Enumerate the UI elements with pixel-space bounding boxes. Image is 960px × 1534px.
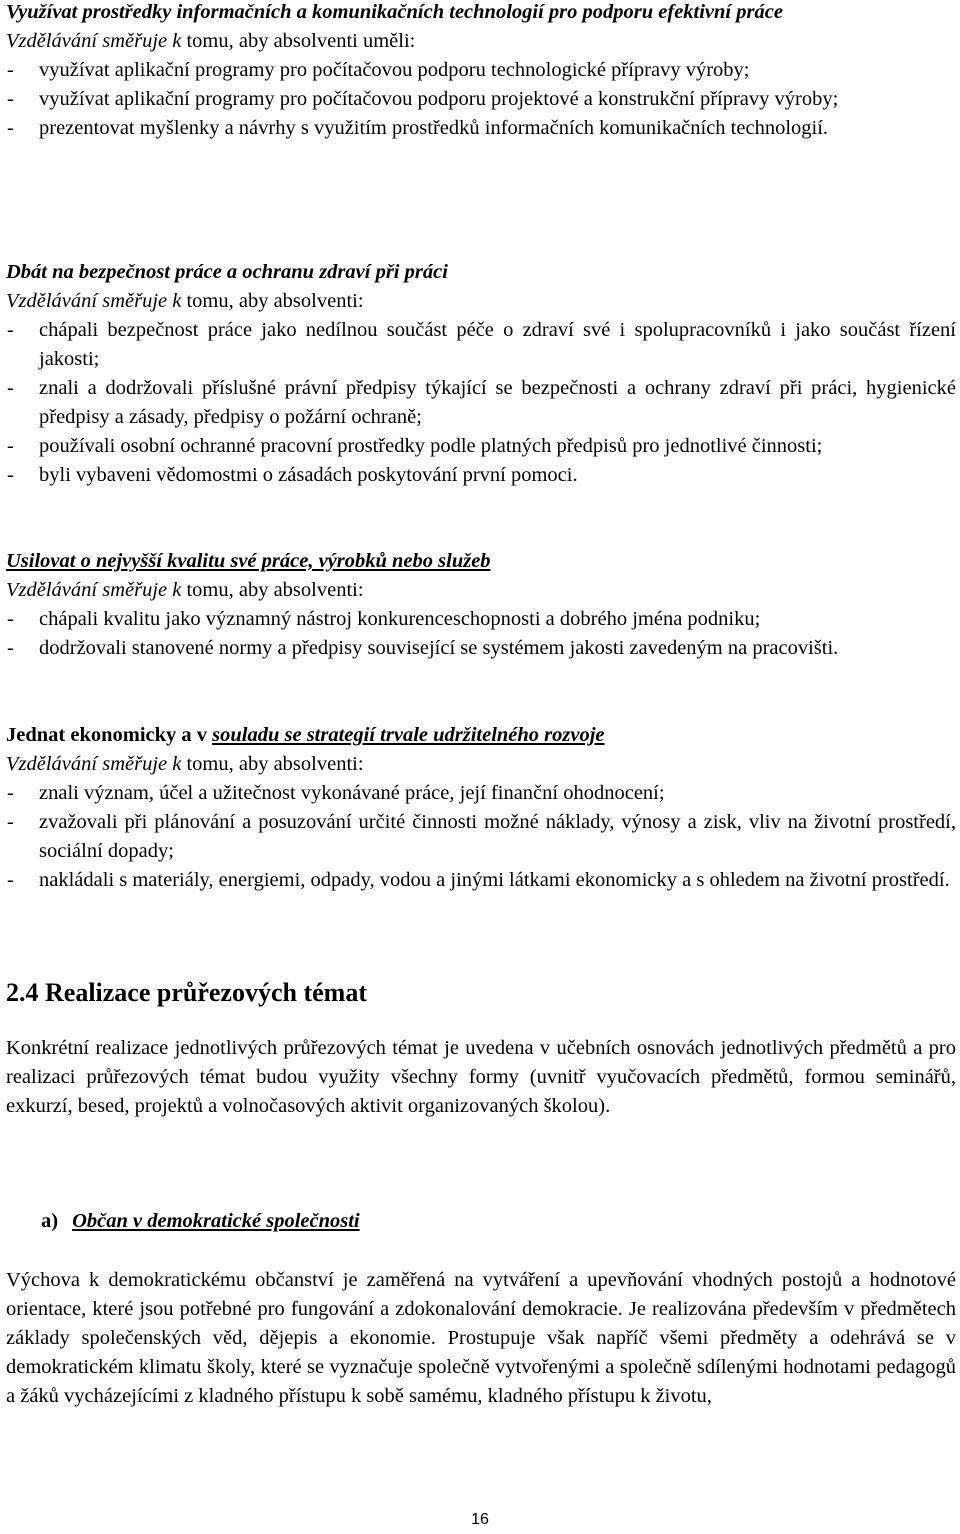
- list-item: - znali význam, účel a užitečnost vykonávané práce, její finanční ohodnocení;: [6, 779, 956, 808]
- competency-heading: Dbát na bezpečnost práce a ochranu zdraví při práci: [6, 261, 448, 283]
- subsection-letter: a): [41, 1210, 59, 1232]
- competency-intro: [6, 576, 956, 605]
- competency-list: [6, 56, 956, 143]
- competency-safety: [6, 258, 956, 490]
- list-item: - používali osobní ochranné pracovní prostředky podle platných předpisů pro jednotlivé činnosti;: [6, 432, 956, 461]
- list-item: - byli vybaveni vědomostmi o zásadách poskytování první pomoci.: [6, 461, 956, 490]
- section-title: Realizace průřezových témat: [38, 978, 367, 1007]
- list-item: - chápali kvalitu jako významný nástroj konkurenceschopnosti a dobrého jména podniku;: [6, 605, 956, 634]
- list-item: - chápali bezpečnost práce jako nedílnou součást péče o zdraví své i spolupracovníků i jako součást řízení jakosti;: [6, 316, 956, 374]
- competency-intro: [6, 750, 956, 779]
- subsection-paragraph: Výchova k demokratickému občanství je zaměřená na vytváření a upevňování vhodných postojů a hodnotové orientace, které jsou potřebné pro fungování a zdokonalování demokracie. Je realizována především v předmětech základy společenských věd, dějepis a ekonomie. Prostupuje však napříč všemi předměty a odehrává se v demokratickém klimatu školy, které se vyznačuje společně vytvořenými a společně sdílenými hodnotami pedagogů a žáků vycházejícími z kladného přístupu k sobě samému, kladného přístupu k životu,: [6, 1269, 956, 1407]
- subsection-heading: [41, 1207, 360, 1236]
- competency-quality: [6, 547, 956, 663]
- heading-bold: Jednat ekonomicky a v: [6, 724, 213, 746]
- list-item: - nakládali s materiály, energiemi, odpady, vodou a jinými látkami ekonomicky a s ohledem na životní prostředí.: [6, 866, 956, 895]
- intro-italic: Vzdělávání směřuje k: [6, 290, 182, 312]
- competency-heading: Využívat prostředky informačních a komunikačních technologií pro podporu efektivní práce: [6, 1, 783, 23]
- section-heading: [6, 977, 367, 1009]
- competency-economy: [6, 721, 956, 895]
- subsection-title: Občan v demokratické společnosti: [72, 1210, 360, 1232]
- intro-italic: Vzdělávání směřuje k: [6, 753, 182, 775]
- competency-list: [6, 779, 956, 895]
- list-item: - dodržovali stanovené normy a předpisy související se systémem jakosti zavedeným na pracovišti.: [6, 634, 956, 663]
- competency-intro: [6, 287, 956, 316]
- intro-rest: tomu, aby absolventi:: [181, 753, 364, 775]
- intro-italic: Vzdělávání směřuje k: [6, 30, 182, 52]
- list-item: - znali a dodržovali příslušné právní předpisy týkající se bezpečnosti a ochrany zdraví při práci, hygienické předpisy a zásady, předpisy o požární ochraně;: [6, 374, 956, 432]
- intro-rest: tomu, aby absolventi:: [181, 579, 364, 601]
- competency-intro: [6, 27, 956, 56]
- competency-heading: [6, 721, 956, 750]
- competency-heading: Usilovat o nejvyšší kvalitu své práce, výrobků nebo služeb: [6, 550, 491, 572]
- list-item: - využívat aplikační programy pro počítačovou podporu projektové a konstrukční přípravy výroby;: [6, 85, 956, 114]
- intro-rest: tomu, aby absolventi:: [181, 290, 364, 312]
- competency-list: [6, 316, 956, 490]
- list-item: - prezentovat myšlenky a návrhy s využitím prostředků informačních komunikačních technologií.: [6, 114, 956, 143]
- competency-ict: [6, 0, 956, 143]
- intro-rest: tomu, aby absolventi uměli:: [181, 30, 416, 52]
- section-paragraph: Konkrétní realizace jednotlivých průřezových témat je uvedena v učebních osnovách jednotlivých předmětů a pro realizaci průřezových témat budou využity všechny formy (uvnitř vyučovacích předmětů, formou seminářů, exkurzí, besed, projektů a volnočasových aktivit organizovaných školou).: [6, 1037, 956, 1117]
- heading-italic: souladu se strategií trvale udržitelného rozvoje: [212, 724, 605, 746]
- list-item: - zvažovali při plánování a posuzování určité činnosti možné náklady, výnosy a zisk, vliv na životní prostředí, sociální dopady;: [6, 808, 956, 866]
- list-item: - využívat aplikační programy pro počítačovou podporu technologické přípravy výroby;: [6, 56, 956, 85]
- section-number: 2.4: [6, 978, 39, 1007]
- page-number: 16: [471, 1511, 489, 1528]
- competency-list: [6, 605, 956, 663]
- intro-italic: Vzdělávání směřuje k: [6, 579, 182, 601]
